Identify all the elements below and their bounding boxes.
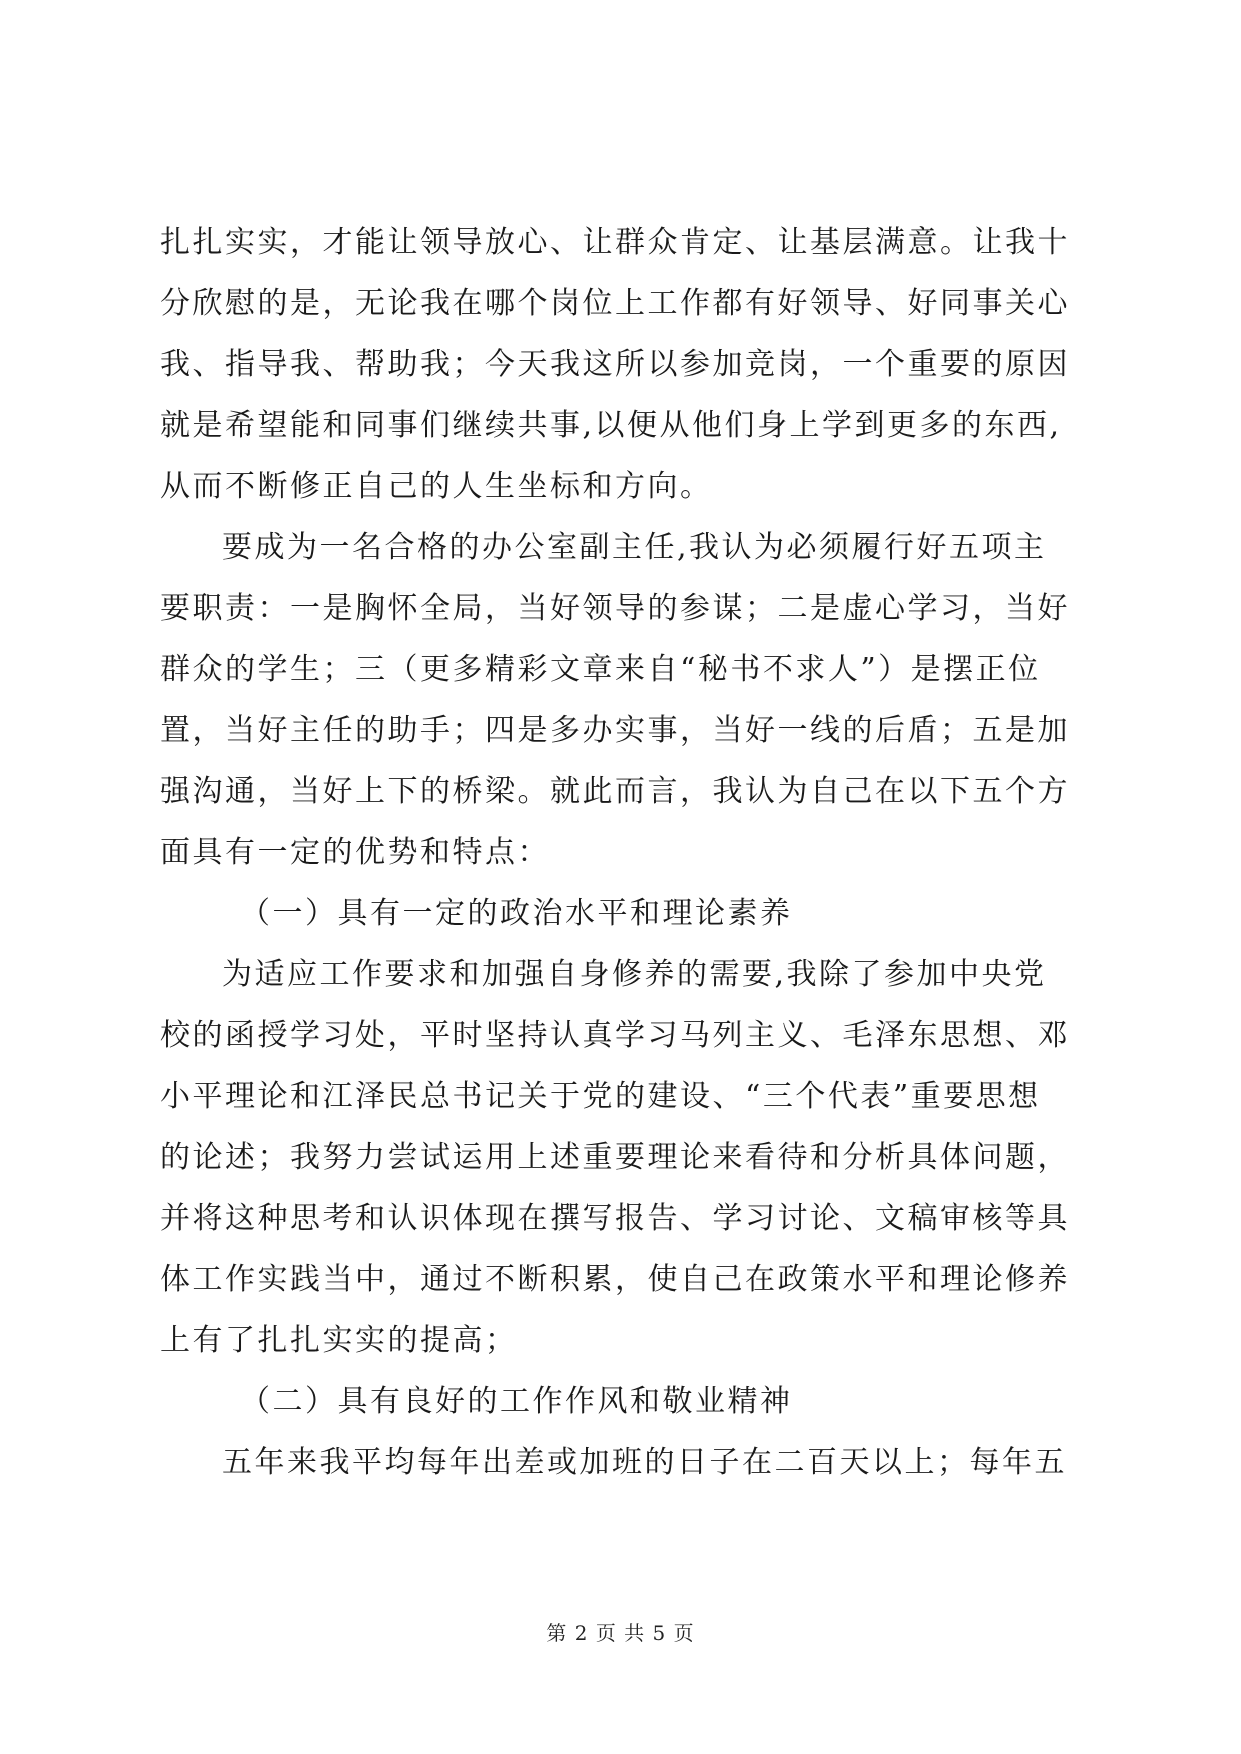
- text-line: 扎扎实实，才能让领导放心、让群众肯定、让基层满意。让我十: [160, 225, 1070, 260]
- text-line: 并将这种思考和认识体现在撰写报告、学习讨论、文稿审核等具: [160, 1201, 1070, 1236]
- text-line: 就是希望能和同事们继续共事,以便从他们身上学到更多的东西,: [160, 408, 1062, 443]
- text-line: 小平理论和江泽民总书记关于党的建设、“三个代表”重要思想: [160, 1079, 1041, 1114]
- text-line: 我、指导我、帮助我；今天我这所以参加竞岗，一个重要的原因: [160, 347, 1070, 382]
- section-heading-2: （二）具有良好的工作作风和敬业精神: [240, 1384, 793, 1419]
- paragraph-start-line: 要成为一名合格的办公室副主任,我认为必须履行好五项主: [222, 530, 1047, 565]
- text-line: 面具有一定的优势和特点：: [160, 835, 550, 870]
- text-line: 体工作实践当中，通过不断积累，使自己在政策水平和理论修养: [160, 1262, 1070, 1297]
- paragraph-start-line: 五年来我平均每年出差或加班的日子在二百天以上；每年五: [222, 1445, 1067, 1480]
- text-line: 的论述；我努力尝试运用上述重要理论来看待和分析具体问题，: [160, 1140, 1070, 1175]
- text-line: 群众的学生；三（更多精彩文章来自“秘书不求人”）是摆正位: [160, 652, 1041, 687]
- text-line: 从而不断修正自己的人生坐标和方向。: [160, 469, 713, 504]
- text-line: 校的函授学习处，平时坚持认真学习马列主义、毛泽东思想、邓: [160, 1018, 1070, 1053]
- text-line: 强沟通，当好上下的桥梁。就此而言，我认为自己在以下五个方: [160, 774, 1070, 809]
- section-heading-1: （一）具有一定的政治水平和理论素养: [240, 896, 793, 931]
- document-body: [160, 212, 1090, 1493]
- page-number-footer: 第 2 页 共 5 页: [546, 1621, 695, 1645]
- text-line: 要职责：一是胸怀全局，当好领导的参谋；二是虚心学习，当好: [160, 591, 1070, 626]
- text-line: 分欣慰的是，无论我在哪个岗位上工作都有好领导、好同事关心: [160, 286, 1070, 321]
- text-line: 上有了扎扎实实的提高；: [160, 1323, 518, 1358]
- paragraph-start-line: 为适应工作要求和加强自身修养的需要,我除了参加中央党: [222, 957, 1047, 992]
- text-line: 置，当好主任的助手；四是多办实事，当好一线的后盾；五是加: [160, 713, 1070, 748]
